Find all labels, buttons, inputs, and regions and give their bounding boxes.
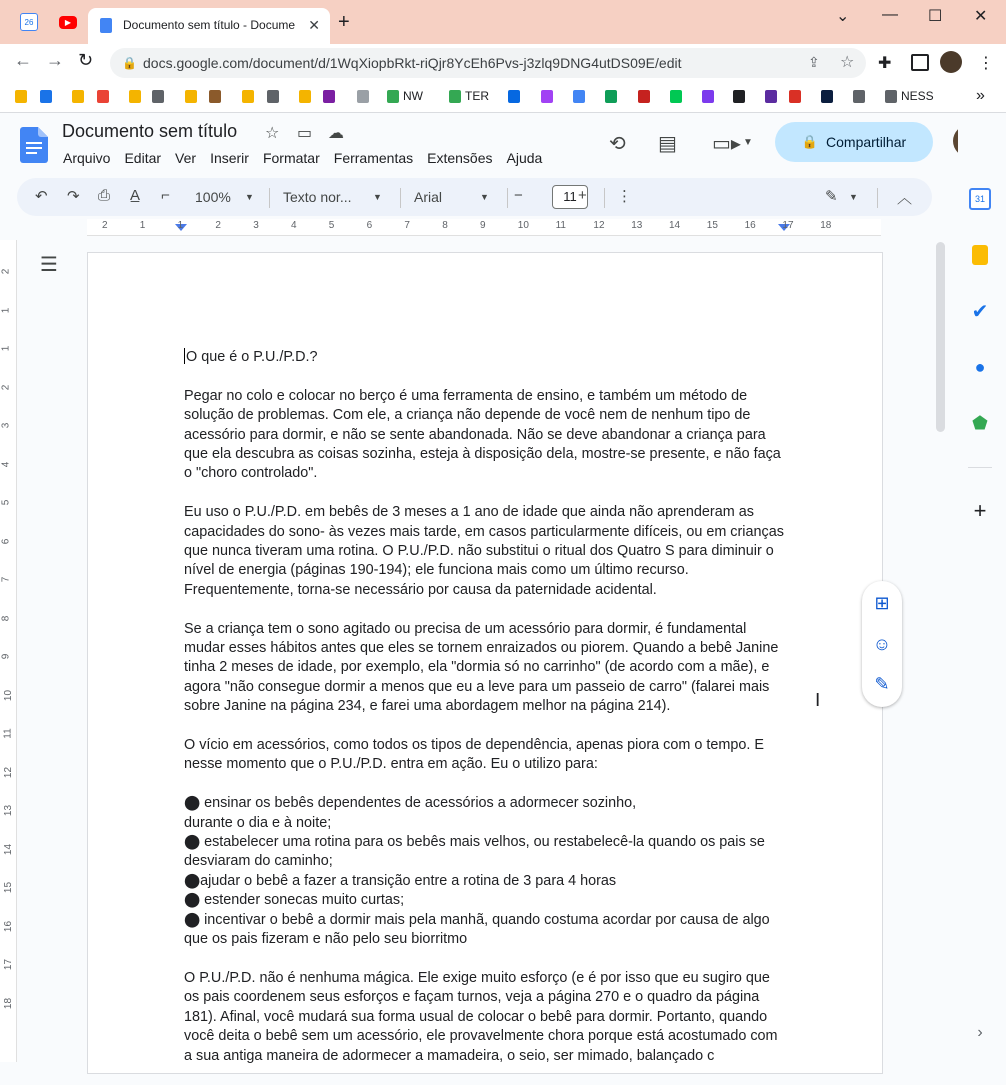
share-button[interactable]: [775, 122, 933, 162]
bookmark-favicon-icon: [152, 90, 164, 103]
bookmark-item[interactable]: [97, 86, 113, 106]
bookmark-item[interactable]: [209, 86, 225, 106]
document-heading: O que é o P.U./P.D.?: [186, 349, 318, 365]
tab-search-chevron-icon[interactable]: ⌄: [836, 8, 850, 25]
bookmark-favicon-icon: [267, 90, 279, 103]
side-panel-icon[interactable]: [911, 54, 929, 71]
reload-button[interactable]: ↻: [78, 50, 94, 70]
ruler-tick-label: 2: [0, 384, 12, 390]
editing-mode-dropdown-icon[interactable]: ▼: [849, 192, 858, 202]
bookmark-favicon-icon: [605, 90, 617, 103]
youtube-icon: ▶: [59, 16, 77, 29]
lock-icon: 🔒: [122, 56, 137, 70]
ruler-tick-label: 3: [253, 220, 259, 231]
ruler-tick-label: 12: [593, 220, 605, 231]
spellcheck-icon[interactable]: A̲: [130, 187, 141, 204]
increase-font-size-icon[interactable]: +: [578, 187, 587, 204]
forward-button[interactable]: →: [46, 50, 64, 70]
bookmark-favicon-icon: [702, 90, 714, 103]
calendar-icon: 26: [20, 13, 38, 31]
show-side-panel-chevron-icon[interactable]: ›: [977, 1024, 983, 1041]
bookmark-favicon-icon: [299, 90, 311, 103]
docs-menu-bar: [63, 150, 556, 166]
bookmark-item[interactable]: [638, 86, 654, 106]
floating-action-bar: [862, 581, 902, 707]
ruler-tick-label: 11: [555, 220, 566, 231]
list-item: ⬤ estender sonecas muito curtas;: [184, 892, 405, 909]
editing-mode-pencil-icon[interactable]: ✎: [825, 188, 838, 205]
divider: [269, 188, 270, 208]
paragraph: O P.U./P.D. não é nenhuma mágica. Ele exige muito esforço (e é por isso que eu sugiro que os pais coordenem seus esforços e façam turnos, veja a página 270 e o quadro da página 181). Afinal, você mudará sua forma usual de colocar o bebê para dormir. Portanto, quando você deita o bebê sem um acessório, ele provavelmente chora porque está acostumado com a sua antiga maneira de adormecer a mamadeira, o seio, ser mimado, balançado c: [184, 969, 778, 1064]
menu-arquivo[interactable]: Arquivo: [63, 150, 111, 166]
bookmark-favicon-icon: [638, 90, 650, 103]
text-cursor: [184, 348, 185, 364]
zoom-select[interactable]: 100%: [195, 189, 231, 205]
ruler-tick-label: 6: [366, 220, 373, 231]
collapse-menus-chevron-up-icon[interactable]: ︿: [897, 190, 913, 207]
ruler-tick-label: 3: [0, 422, 12, 429]
maximize-button[interactable]: ☐: [928, 8, 943, 25]
more-options-icon[interactable]: ⋮: [617, 188, 632, 205]
bookmark-item[interactable]: [702, 86, 718, 106]
ruler-tick-label: 17: [782, 220, 794, 231]
menu-ver[interactable]: Ver: [175, 150, 197, 166]
ruler-tick-label: 2: [215, 220, 221, 231]
menu-ferramentas[interactable]: Ferramentas: [333, 150, 414, 166]
bookmark-item[interactable]: [15, 86, 31, 106]
ruler-tick-label: 4: [291, 220, 297, 231]
print-icon[interactable]: ⎙: [98, 187, 111, 204]
bookmark-item[interactable]: [765, 86, 781, 106]
suggest-edits-icon[interactable]: ✎: [874, 673, 890, 694]
ruler-tick-label: 1: [177, 220, 184, 231]
bookmark-item[interactable]: [323, 86, 339, 106]
bookmark-item[interactable]: [185, 86, 201, 106]
ruler-tick-label: 8: [0, 615, 12, 621]
paint-format-icon[interactable]: ⌐: [161, 187, 170, 204]
ruler-tick-label: 1: [0, 345, 12, 352]
bookmark-item[interactable]: [885, 86, 934, 106]
bookmark-favicon-icon: [129, 90, 141, 103]
bookmark-item[interactable]: [821, 86, 837, 106]
list-item: durante o dia e à noite;: [184, 814, 332, 831]
ruler-tick-label: 14: [669, 220, 681, 231]
ruler-tick-label: 11: [2, 728, 14, 739]
version-history-icon[interactable]: ⟲: [609, 133, 626, 155]
contacts-icon[interactable]: ●: [974, 356, 986, 377]
bookmark-favicon-icon: [209, 90, 221, 103]
bookmark-item[interactable]: [573, 86, 589, 106]
minimize-button[interactable]: —: [882, 6, 898, 23]
ruler-tick-label: 10: [517, 220, 529, 231]
vertical-scrollbar[interactable]: [936, 242, 945, 432]
bookmark-favicon-icon: [185, 90, 197, 103]
add-comment-icon[interactable]: ⊞: [874, 592, 890, 613]
cloud-saved-icon[interactable]: ☁: [328, 125, 344, 142]
calendar-pinned-tab[interactable]: [17, 10, 41, 34]
star-icon[interactable]: ☆: [265, 125, 280, 142]
ruler-tick-label: 2: [102, 220, 108, 231]
paragraph: Pegar no colo e colocar no berço é uma ferramenta de ensino, e também um método de solução de problemas. Com ele, a criança não depende de você nem de nenhum tipo de acessório para dormir, e não se sente abandonada. Não se deve abandonar a criança para que ela descubra as coisas sozinha, esteja à disposição dela, mostre-se presente, e não faça o "choro controlado".: [184, 387, 781, 482]
bookmark-item[interactable]: [152, 86, 168, 106]
url-text[interactable]: docs.google.com/document/d/1WqXiopbRkt-riQjr8YcEh6Pvs-j3zlq9DNG4utDS09E/edit: [143, 55, 682, 71]
bookmark-favicon-icon: [15, 90, 27, 103]
horizontal-ruler[interactable]: [87, 219, 881, 236]
menu-formatar[interactable]: Formatar: [262, 150, 320, 166]
comments-icon[interactable]: ▤: [658, 133, 677, 155]
menu-editar[interactable]: Editar: [124, 150, 162, 166]
maps-icon[interactable]: ⬟: [972, 412, 988, 433]
youtube-pinned-tab[interactable]: [56, 10, 80, 34]
bookmark-item[interactable]: [387, 86, 423, 106]
bookmark-item[interactable]: [40, 86, 56, 106]
ruler-tick-label: 8: [442, 220, 448, 231]
document-outline-icon[interactable]: ☰: [40, 254, 58, 276]
ruler-tick-label: 5: [0, 499, 12, 506]
get-addons-plus-icon[interactable]: +: [973, 498, 987, 523]
ruler-tick-label: 14: [3, 843, 15, 855]
document-title[interactable]: Documento sem título: [62, 121, 238, 141]
ruler-tick-label: 10: [3, 689, 15, 701]
style-dropdown-icon[interactable]: ▼: [373, 192, 382, 202]
ruler-tick-label: 7: [0, 576, 12, 583]
ruler-tick-label: 13: [3, 804, 15, 817]
bookmark-label: TER: [465, 89, 489, 103]
divider: [877, 188, 878, 208]
bookmark-item[interactable]: [541, 86, 557, 106]
bookmark-label: NESS: [901, 89, 934, 103]
menu-inserir[interactable]: Inserir: [210, 150, 249, 166]
meet-dropdown-icon[interactable]: ▼: [743, 137, 753, 148]
ruler-tick-label: 18: [820, 220, 832, 231]
ruler-tick-label: 7: [404, 220, 410, 231]
ruler-tick-label: 1: [0, 307, 12, 313]
divider: [400, 188, 401, 208]
docs-favicon-icon: [100, 18, 112, 33]
browser-tab-bar: [0, 0, 1006, 44]
side-panel: [958, 113, 1006, 1062]
ruler-tick-label: 9: [0, 653, 12, 660]
lock-icon: 🔒: [801, 134, 819, 149]
bookmark-favicon-icon: [573, 90, 585, 103]
bookmark-favicon-icon: [733, 90, 745, 103]
bookmark-favicon-icon: [97, 90, 109, 103]
bookmark-favicon-icon: [821, 90, 833, 103]
mouse-ibeam-cursor-icon: I: [815, 690, 821, 711]
browser-menu-icon[interactable]: ⋮: [978, 55, 994, 72]
meet-camera-icon[interactable]: ▭▸: [712, 133, 741, 155]
font-select[interactable]: Arial: [414, 189, 443, 205]
bookmark-favicon-icon: [508, 90, 520, 103]
divider: [507, 188, 508, 208]
calendar-icon[interactable]: 31: [968, 187, 992, 211]
list-item: ⬤ajudar o bebê a fazer a transição entre a rotina de 3 para 4 horas: [184, 872, 617, 889]
ruler-tick-label: 17: [3, 958, 15, 971]
ruler-tick-label: 4: [0, 461, 12, 467]
more-bookmarks-icon[interactable]: »: [976, 87, 985, 104]
ruler-tick-label: 15: [706, 220, 718, 231]
add-emoji-reaction-icon[interactable]: ☺: [872, 633, 892, 654]
bookmark-item[interactable]: [242, 86, 258, 106]
bookmark-item[interactable]: [267, 86, 283, 106]
font-size-input[interactable]: 11: [552, 185, 588, 209]
share-page-icon[interactable]: ⇪: [808, 54, 820, 70]
paragraph: O vício em acessórios, como todos os tipos de dependência, apenas piora com o tempo. E nesse momento que o P.U./P.D. entra em ação. Eu o utilizo para:: [184, 737, 764, 773]
bullet-list: [184, 794, 788, 949]
bookmark-favicon-icon: [40, 90, 52, 103]
menu-ajuda[interactable]: Ajuda: [506, 150, 543, 166]
style-select[interactable]: Texto nor...: [283, 189, 352, 205]
move-folder-icon[interactable]: ▭: [297, 125, 313, 142]
address-bar[interactable]: [110, 48, 866, 78]
document-page[interactable]: [87, 252, 883, 1074]
bookmark-favicon-icon: [323, 90, 335, 103]
browser-toolbar: [0, 44, 1006, 80]
bookmark-favicon-icon: [357, 90, 369, 103]
back-button[interactable]: ←: [14, 50, 32, 70]
ruler-tick-label: 5: [328, 220, 335, 231]
bookmark-star-icon[interactable]: ☆: [840, 54, 855, 71]
list-item: ⬤ estabelecer uma rotina para os bebês mais velhos, ou restabelecê-la quando os pais se desviaram do caminho;: [184, 834, 765, 870]
bookmark-item[interactable]: [670, 86, 686, 106]
zoom-dropdown-icon[interactable]: ▼: [245, 192, 254, 202]
bookmark-item[interactable]: [449, 86, 489, 106]
bookmark-item[interactable]: [733, 86, 749, 106]
ruler-tick-label: 15: [3, 881, 15, 894]
format-toolbar: [17, 178, 932, 216]
tab-title: Documento sem título - Docume: [123, 18, 295, 32]
bookmark-item[interactable]: [605, 86, 621, 106]
ruler-tick-label: 18: [3, 997, 15, 1009]
docs-header: [0, 113, 1006, 175]
bookmark-favicon-icon: [885, 90, 897, 103]
bookmark-item[interactable]: [357, 86, 373, 106]
close-window-button[interactable]: ✕: [974, 8, 988, 25]
ruler-tick-label: 16: [3, 920, 15, 932]
share-label: Compartilhar: [826, 134, 907, 150]
ruler-tick-label: 2: [0, 268, 12, 275]
google-docs-logo-icon[interactable]: [20, 127, 48, 163]
document-body[interactable]: [184, 348, 788, 1085]
ruler-tick-label: 13: [631, 220, 643, 231]
undo-icon[interactable]: ↶: [35, 188, 48, 205]
bookmark-favicon-icon: [541, 90, 553, 103]
bookmark-item[interactable]: [72, 86, 88, 106]
extensions-puzzle-icon[interactable]: ✚: [878, 55, 892, 72]
decrease-font-size-icon[interactable]: −: [514, 187, 523, 204]
ruler-tick-label: 1: [139, 220, 146, 231]
bookmark-favicon-icon: [387, 90, 399, 103]
profile-avatar[interactable]: [940, 51, 962, 73]
tab-close-icon[interactable]: ✕: [308, 17, 320, 33]
ruler-tick-label: 12: [3, 766, 15, 778]
menu-extensoes[interactable]: Extensões: [427, 150, 493, 166]
bookmark-favicon-icon: [765, 90, 777, 103]
bookmark-item[interactable]: [299, 86, 315, 106]
ruler-tick-label: 6: [0, 538, 12, 544]
font-dropdown-icon[interactable]: ▼: [480, 192, 489, 202]
bookmark-label: NW: [403, 89, 423, 103]
bookmark-favicon-icon: [72, 90, 84, 103]
bookmark-favicon-icon: [242, 90, 254, 103]
list-item: ⬤ incentivar o bebê a dormir mais pela manhã, quando costuma acordar por causa de algo que os pais fizeram e não pelo seu biorritmo: [184, 911, 770, 948]
bookmark-item[interactable]: [508, 86, 524, 106]
list-item: ⬤ ensinar os bebês dependentes de acessórios a adormecer sozinho,: [184, 795, 637, 812]
ruler-tick-label: 16: [744, 220, 756, 231]
active-tab[interactable]: [88, 8, 330, 44]
ruler-tick-label: 9: [480, 220, 486, 231]
bookmark-favicon-icon: [789, 90, 801, 103]
paragraph: Se a criança tem o sono agitado ou precisa de um acessório para dormir, é fundamental mudar esses hábitos antes que eles se tornem enraizados ou piorem. Quando a bebê Janine tinha 2 meses de idade, por exemplo, ela "dormia só no carrinho" (de acordo com a mãe), e agora "não consegue dormir a menos que eu a leve para um passeio de carro" (falarei mais sobre Janine na página 234, e farei uma abordagem melhor na página 214).: [184, 620, 779, 715]
redo-icon[interactable]: ↷: [67, 188, 80, 205]
bookmark-favicon-icon: [853, 90, 865, 103]
bookmark-favicon-icon: [670, 90, 682, 103]
bookmarks-bar: [0, 80, 1006, 113]
bookmark-favicon-icon: [449, 90, 461, 103]
keep-icon[interactable]: [968, 243, 992, 267]
tasks-icon[interactable]: ✔: [971, 300, 989, 323]
new-tab-button[interactable]: +: [338, 11, 350, 33]
vertical-ruler[interactable]: [0, 240, 17, 1062]
bookmark-item[interactable]: [789, 86, 805, 106]
paragraph: Eu uso o P.U./P.D. em bebês de 3 meses a 1 ano de idade que ainda não aprenderam as capacidades do sono- às vezes mais tarde, em casos particularmente difíceis, ou em crianças que nunca tiveram uma rotina. O P.U./P.D. não substitui o ritual dos Quatro S para diminuir o nível de energia (páginas 190-194); ele funciona mais como um último recurso. Frequentemente, torna-se necessário por causa da paternidade acidental.: [184, 504, 784, 598]
bookmark-item[interactable]: [129, 86, 145, 106]
divider: [968, 467, 992, 468]
divider: [604, 188, 605, 208]
bookmark-item[interactable]: [853, 86, 869, 106]
